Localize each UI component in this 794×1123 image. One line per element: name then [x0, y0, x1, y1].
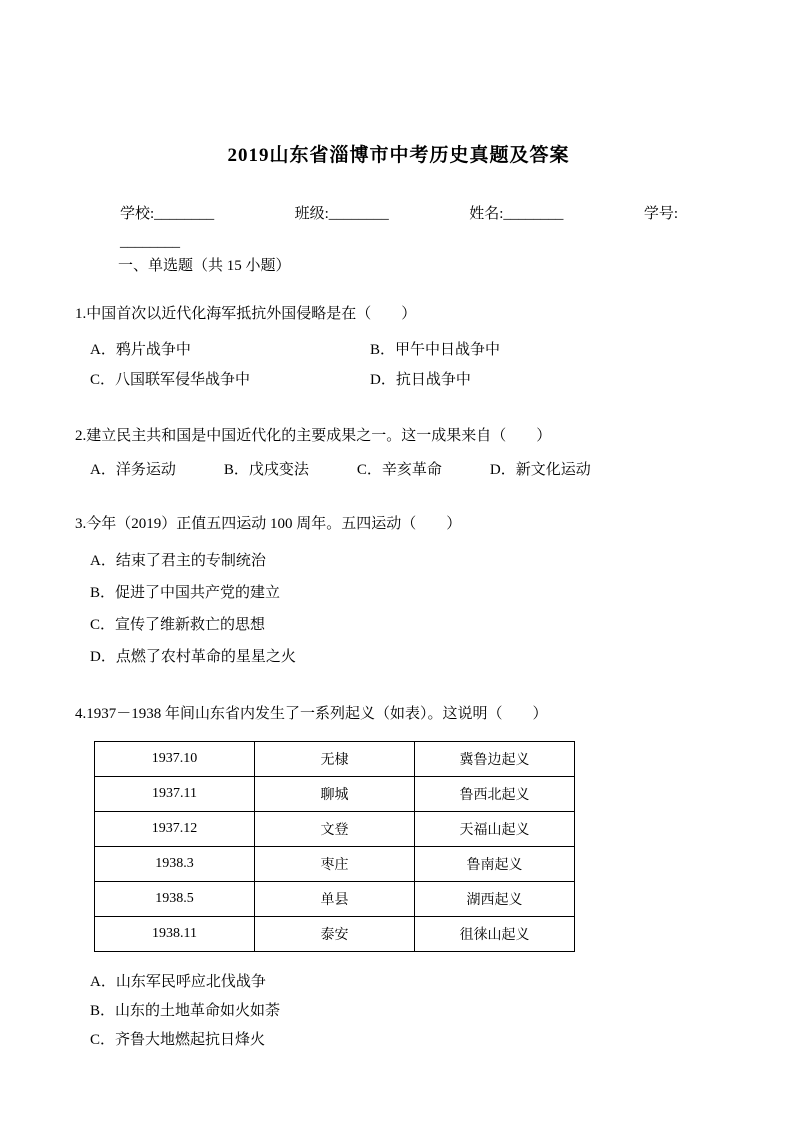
cell-place: 泰安	[255, 917, 415, 952]
page-title: 2019山东省淄博市中考历史真题及答案	[227, 145, 570, 166]
table-row	[95, 882, 575, 917]
cell-event: 天福山起义	[415, 812, 575, 847]
cell-place: 单县	[255, 882, 415, 917]
option-c: C．八国联军侵华战争中	[90, 372, 251, 388]
cell-event: 鲁南起义	[415, 847, 575, 882]
table-row	[95, 812, 575, 847]
question-1	[75, 303, 722, 395]
field-student-no: 学号:	[643, 206, 678, 222]
cell-event: 徂徕山起义	[415, 917, 575, 952]
cell-date: 1937.10	[95, 742, 255, 777]
option-a: A．鸦片战争中	[90, 342, 191, 358]
option-d: D．抗日战争中	[370, 372, 471, 388]
field-school: 学校:________	[120, 206, 215, 222]
section-heading: 一、单选题（共 15 小题）	[118, 258, 291, 274]
question-1-options	[90, 335, 722, 395]
cell-place: 无棣	[255, 742, 415, 777]
option-d: D．点燃了农村革命的星星之火	[90, 649, 296, 665]
question-4	[75, 703, 722, 1055]
question-2	[75, 425, 722, 483]
option-a: A．结束了君主的专制统治	[90, 553, 266, 569]
cell-date: 1937.11	[95, 777, 255, 812]
option-b: B．促进了中国共产党的建立	[90, 585, 281, 601]
option-b: B．甲午中日战争中	[370, 342, 501, 358]
uprisings-table	[94, 741, 575, 952]
cell-date: 1937.12	[95, 812, 255, 847]
cell-event: 冀鲁边起义	[415, 742, 575, 777]
question-4-stem: 4.1937－1938 年间山东省内发生了一系列起义（如表）。这说明（ ）	[75, 706, 548, 722]
question-1-stem: 1.中国首次以近代化海军抵抗外国侵略是在（ ）	[75, 306, 417, 322]
cell-event: 湖西起义	[415, 882, 575, 917]
question-2-options	[90, 457, 722, 483]
option-a: A．洋务运动	[90, 462, 176, 478]
cell-event: 鲁西北起义	[415, 777, 575, 812]
question-2-stem: 2.建立民主共和国是中国近代化的主要成果之一。这一成果来自（ ）	[75, 428, 552, 444]
cell-place: 聊城	[255, 777, 415, 812]
cell-date: 1938.11	[95, 917, 255, 952]
header-fields	[120, 203, 678, 225]
cell-place: 文登	[255, 812, 415, 847]
table-row	[95, 742, 575, 777]
option-c: C．辛亥革命	[356, 462, 442, 478]
option-c: C．齐鲁大地燃起抗日烽火	[90, 1032, 266, 1048]
table-row	[95, 777, 575, 812]
table-row	[95, 917, 575, 952]
option-c: C．宣传了维新救亡的思想	[90, 617, 266, 633]
field-name: 姓名:________	[469, 206, 564, 222]
field-class: 班级:________	[294, 206, 389, 222]
option-d: D．新文化运动	[489, 462, 591, 478]
field-student-no-blank: ________	[120, 234, 180, 250]
cell-date: 1938.3	[95, 847, 255, 882]
option-b: B．山东的土地革命如火如荼	[90, 1003, 281, 1019]
question-3-stem: 3.今年（2019）正值五四运动 100 周年。五四运动（ ）	[75, 516, 462, 532]
option-b: B．戊戌变法	[223, 462, 309, 478]
question-3	[75, 513, 722, 673]
cell-date: 1938.5	[95, 882, 255, 917]
table-row	[95, 847, 575, 882]
option-a: A．山东军民呼应北伐战争	[90, 974, 266, 990]
question-4-options	[90, 968, 722, 1055]
question-3-options	[90, 545, 722, 673]
cell-place: 枣庄	[255, 847, 415, 882]
